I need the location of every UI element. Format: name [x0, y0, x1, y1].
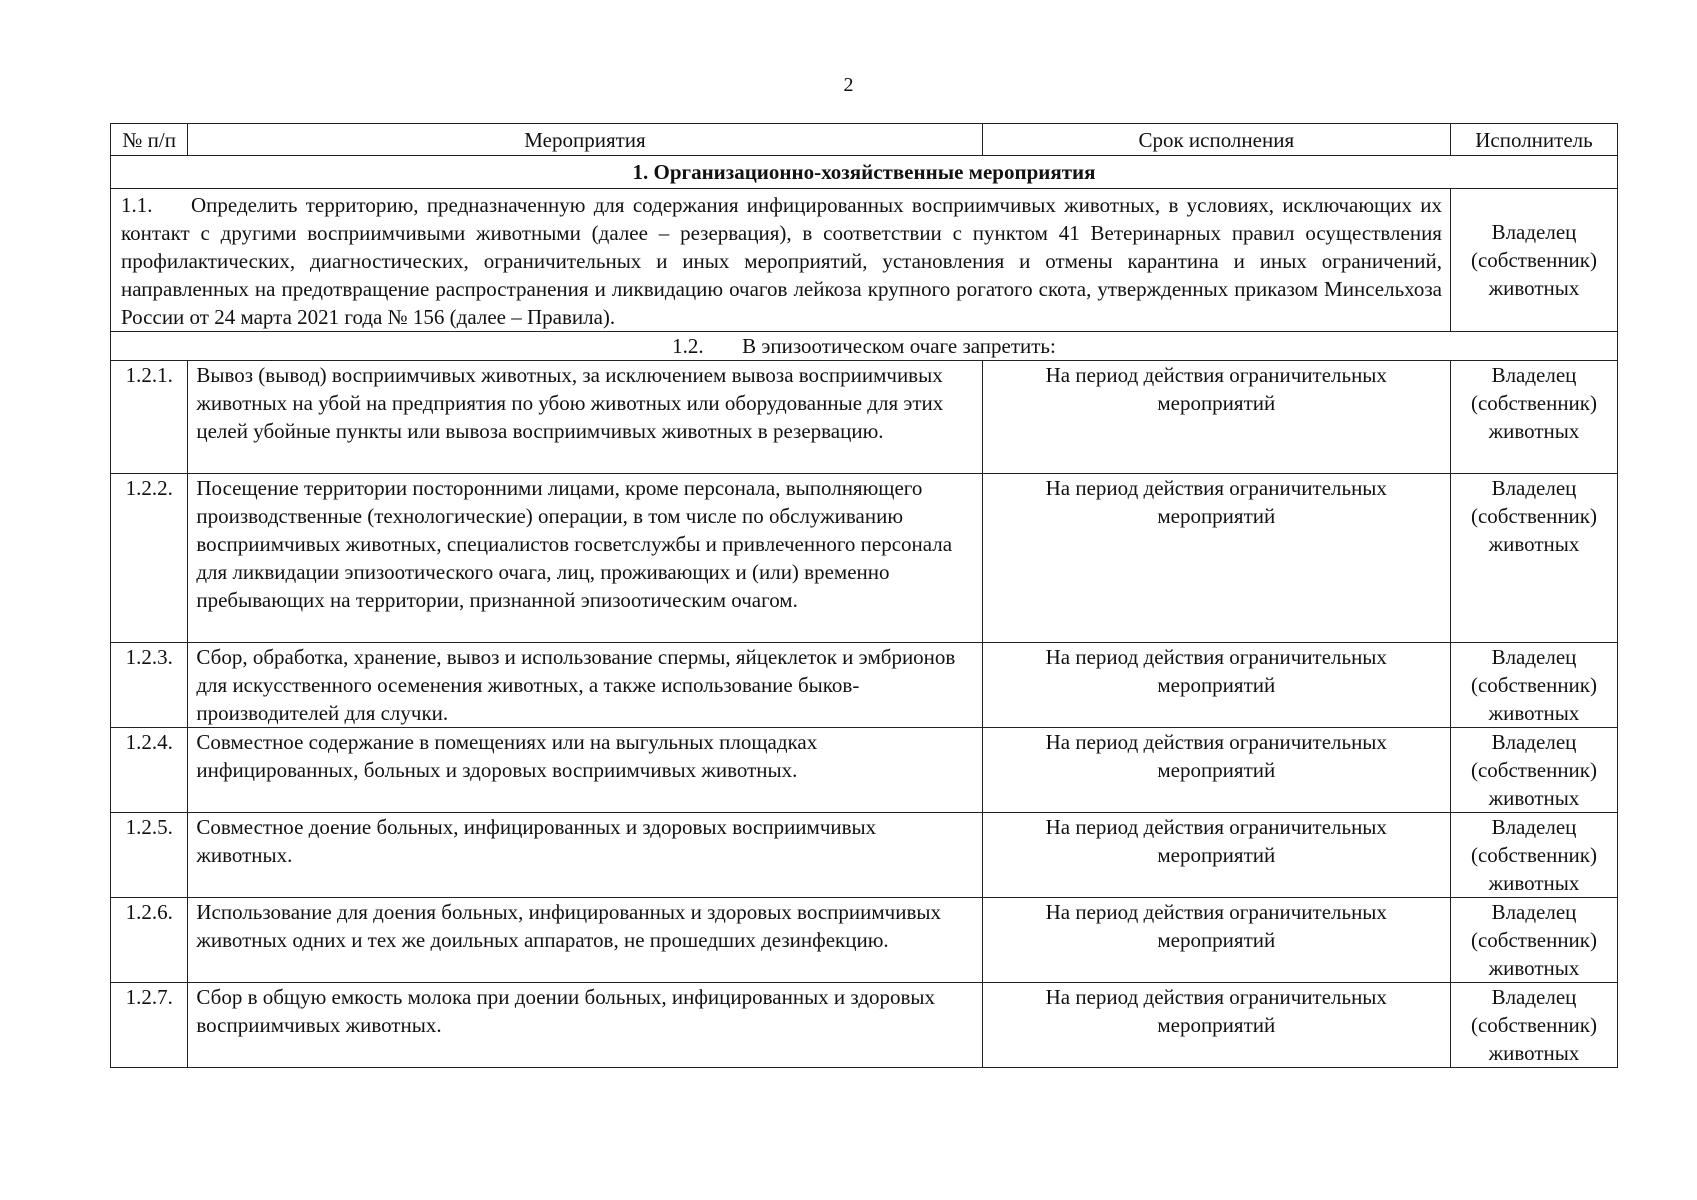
executor-line: Владелец	[1491, 476, 1577, 500]
executor-line: Владелец	[1491, 900, 1577, 924]
executor-line: Владелец	[1491, 645, 1577, 669]
row-action: Использование для доения больных, инфицированных и здоровых восприимчивых животных одних и тех же доильных аппаратов, не прошедших дезинфекцию.	[188, 898, 982, 983]
executor-line: Владелец	[1491, 730, 1577, 754]
table-row	[111, 813, 1618, 898]
header-action: Мероприятия	[188, 124, 982, 156]
subheader-row	[111, 332, 1618, 361]
row-action: Сбор в общую емкость молока при доении больных, инфицированных и здоровых восприимчивых животных.	[188, 983, 982, 1068]
executor-line: животных	[1488, 786, 1580, 810]
table-row	[111, 361, 1618, 474]
row-executor	[1450, 983, 1617, 1068]
row-term: На период действия ограничительных мероприятий	[982, 728, 1450, 813]
executor-line: животных	[1488, 871, 1580, 895]
table-row	[111, 474, 1618, 643]
header-term: Срок исполнения	[982, 124, 1450, 156]
row-number: 1.2.5.	[111, 813, 188, 898]
executor-line: животных	[1488, 419, 1580, 443]
row-number: 1.2.4.	[111, 728, 188, 813]
executor-line: (собственник)	[1470, 248, 1597, 272]
executor-line: (собственник)	[1470, 928, 1597, 952]
executor-line: Владелец	[1491, 985, 1577, 1009]
row-term: На период действия ограничительных мероприятий	[982, 813, 1450, 898]
row-number: 1.1.	[121, 193, 153, 217]
executor-line: (собственник)	[1470, 843, 1597, 867]
row-term: На период действия ограничительных мероприятий	[982, 898, 1450, 983]
row-executor	[1450, 813, 1617, 898]
executor-line: (собственник)	[1470, 758, 1597, 782]
row-executor	[1450, 728, 1617, 813]
row-number: 1.2.2.	[111, 474, 188, 643]
row-number: 1.2.7.	[111, 983, 188, 1068]
row-action: Посещение территории посторонними лицами, кроме персонала, выполняющего производственные (технологические) операции, в том числе по обслуживанию восприимчивых животных, специалистов госветслужбы и привлеченного персонала для ликвидации эпизоотического очага, лиц, проживающих и (или) временно пребывающих на территории, признанной эпизоотическим очагом.	[188, 474, 982, 643]
row-number: 1.2.1.	[111, 361, 188, 474]
row-term: На период действия ограничительных мероприятий	[982, 983, 1450, 1068]
row-action: Сбор, обработка, хранение, вывоз и использование спермы, яйцеклеток и эмбрионов для искусственного осеменения животных, а также использование быков-производителей для случки.	[188, 643, 982, 728]
executor-line: (собственник)	[1470, 673, 1597, 697]
executor-line: (собственник)	[1470, 504, 1597, 528]
header-num: № п/п	[111, 124, 188, 156]
table-row	[111, 189, 1618, 332]
row-term: На период действия ограничительных мероприятий	[982, 361, 1450, 474]
measures-table	[110, 123, 1618, 1068]
row-term: На период действия ограничительных мероприятий	[982, 643, 1450, 728]
subheader-number: 1.2.	[672, 334, 704, 358]
row-number: 1.2.6.	[111, 898, 188, 983]
executor-line: животных	[1488, 532, 1580, 556]
row-number: 1.2.3.	[111, 643, 188, 728]
subheader-cell	[111, 332, 1618, 361]
row-action: Совместное доение больных, инфицированных и здоровых восприимчивых животных.	[188, 813, 982, 898]
section-title: 1. Организационно-хозяйственные мероприятия	[111, 156, 1618, 189]
executor-line: животных	[1488, 276, 1580, 300]
executor-line: животных	[1488, 956, 1580, 980]
executor-line: Владелец	[1491, 815, 1577, 839]
executor-line: животных	[1488, 701, 1580, 725]
row-action-text: Определить территорию, предназначенную для содержания инфицированных восприимчивых животных, в условиях, исключающих их контакт с другими восприимчивыми животными (далее – резервация), в соответствии с пунктом 41 Ветеринарных правил осуществления профилактических, диагностических, ограничительных и иных мероприятий, установления и отмены карантина и иных ограничений, направленных на предотвращение распространения и ликвидацию очагов лейкоза крупного рогатого скота, утвержденных приказом Минсельхоза России от 24 марта 2021 года № 156 (далее – Правила).	[121, 193, 1442, 329]
table-row	[111, 898, 1618, 983]
row-executor	[1450, 474, 1617, 643]
row-term: На период действия ограничительных мероприятий	[982, 474, 1450, 643]
row-action: Совместное содержание в помещениях или на выгульных площадках инфицированных, больных и здоровых восприимчивых животных.	[188, 728, 982, 813]
row-executor	[1450, 361, 1617, 474]
table-header-row	[111, 124, 1618, 156]
executor-line: животных	[1488, 1041, 1580, 1065]
section-row	[111, 156, 1618, 189]
table-row	[111, 728, 1618, 813]
row-action: Вывоз (вывод) восприимчивых животных, за исключением вывоза восприимчивых животных на убой на предприятия по убою животных или оборудованные для этих целей убойные пункты или вывоза восприимчивых животных в резервацию.	[188, 361, 982, 474]
header-executor: Исполнитель	[1450, 124, 1617, 156]
row-executor	[1450, 189, 1617, 332]
row-executor	[1450, 898, 1617, 983]
executor-line: (собственник)	[1470, 391, 1597, 415]
item-1-1-cell	[111, 189, 1451, 332]
table-row	[111, 643, 1618, 728]
executor-line: Владелец	[1491, 220, 1577, 244]
page-number: 2	[843, 74, 854, 96]
row-executor	[1450, 643, 1617, 728]
executor-line: (собственник)	[1470, 1013, 1597, 1037]
table-row	[111, 983, 1618, 1068]
executor-line: Владелец	[1491, 363, 1577, 387]
subheader-text: В эпизоотическом очаге запретить:	[742, 334, 1056, 358]
